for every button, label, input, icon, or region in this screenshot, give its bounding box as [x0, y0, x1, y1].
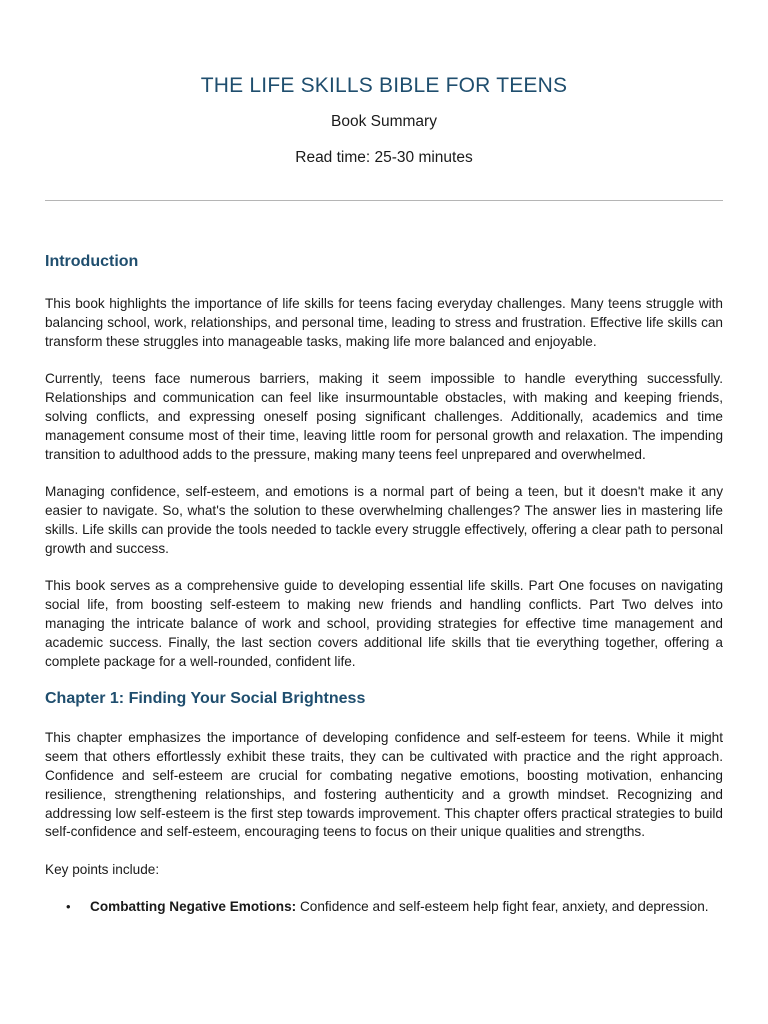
read-time: Read time: 25-30 minutes: [295, 149, 473, 166]
key-point-text: Confidence and self-esteem help fight fear, anxiety, and depression.: [296, 898, 709, 914]
document-title: THE LIFE SKILLS BIBLE FOR TEENS: [200, 74, 568, 97]
introduction-heading: Introduction: [45, 253, 139, 270]
document-subtitle: Book Summary: [331, 113, 437, 130]
chapter-1-heading: Chapter 1: Finding Your Social Brightness: [45, 689, 366, 707]
chapter-1-paragraph: This chapter emphasizes the importance of developing confidence and self-esteem for teens. While it might seem that others effortlessly exhibit these traits, they can be cultivated with practice and the right approach. Confidence and self-esteem are crucial for combating negative emotions, boosting motivation, enhancing resilience, strengthening relationships, and fostering authenticity and a growth mindset. Recognizing and addressing low self-esteem is the first step towards improvement. This chapter offers practical strategies to build self-confidence and self-esteem, encouraging teens to focus on their unique qualities and strengths.: [45, 729, 723, 840]
list-item: [66, 898, 723, 917]
intro-paragraph-2: Currently, teens face numerous barriers, making it seem impossible to handle everything successfully. Relationships and communication can feel like insurmountable obstacles, with making and keeping friends, solving conflicts, and expressing oneself posing significant challenges. Additionally, academics and time management consume most of their time, leaving little room for personal growth and relaxation. The impending transition to adulthood adds to the pressure, making many teens feel unprepared and overwhelmed.: [45, 371, 723, 462]
key-points-list: [45, 898, 723, 917]
document-page: [45, 0, 723, 917]
key-point-term: Combatting Negative Emotions:: [90, 898, 297, 914]
horizontal-divider: [45, 200, 723, 201]
intro-paragraph-1: This book highlights the importance of life skills for teens facing everyday challenges. Many teens struggle with balancing school, work, relationships, and personal time, leading to stress and frustration. Effective life skills can transform these struggles into manageable tasks, making life more balanced and enjoyable.: [45, 296, 723, 349]
key-points-label: Key points include:: [45, 861, 160, 877]
intro-paragraph-4: This book serves as a comprehensive guide to developing essential life skills. Part One focuses on navigating social life, from boosting self-esteem to making new friends and handling conflicts. Part Two delves into managing the intricate balance of work and school, providing strategies for effective time management and academic success. Finally, the last section covers additional life skills that tie everything together, offering a complete package for a well-rounded, confident life.: [45, 578, 723, 669]
bullet-icon: •: [66, 898, 71, 914]
intro-paragraph-3: Managing confidence, self-esteem, and emotions is a normal part of being a teen, but it doesn't make it any easier to navigate. So, what's the solution to these overwhelming challenges? The answer lies in mastering life skills. Life skills can provide the tools needed to tackle every struggle effectively, offering a clear path to personal growth and success.: [45, 484, 723, 556]
